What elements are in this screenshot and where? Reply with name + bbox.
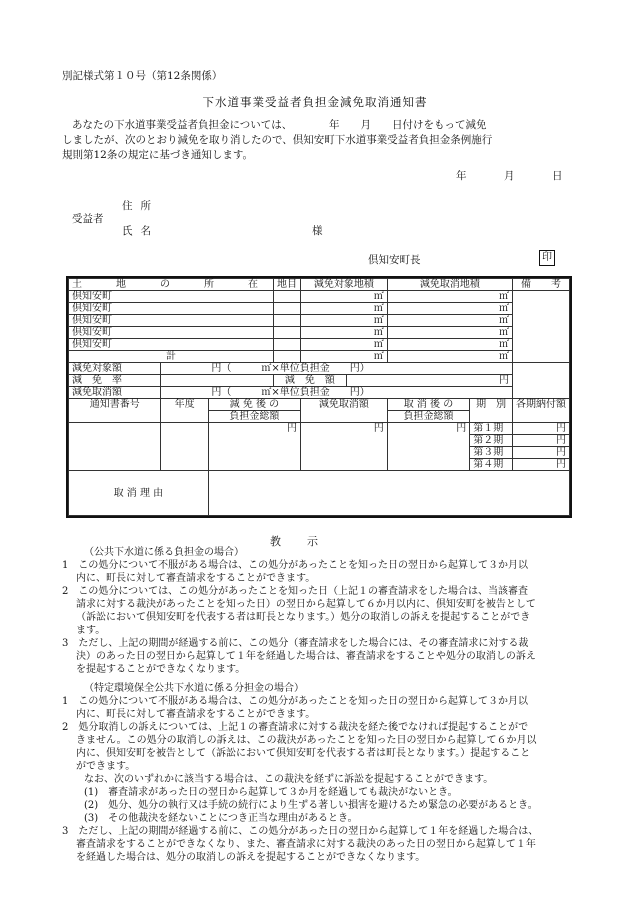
reduction-rate-label: 減 免 率 [69,375,161,387]
table-row [69,423,570,435]
notice-heading: （公共下水道に係る負担金の場合） [84,547,244,558]
intro-line: 規則第12条の規定に基づき通知します。 [62,149,254,161]
total-label: 計 [69,351,274,363]
yen-unit: 円 [208,423,300,471]
reduction-amount-label: 減 免 額 [274,375,347,387]
remarks-cell [512,291,569,363]
cancel-amount-row [69,387,570,399]
header-cancel-amount: 減免取消額 [301,399,388,423]
header-notice-number: 通知書番号 [69,399,161,423]
reduction-amount-unit: 円 [346,375,512,387]
period-unit: 円 [512,423,569,435]
area-unit: ㎡ [387,351,512,363]
table-row [69,327,570,339]
header-after-cancel: 取 消 後 の [387,399,469,411]
table-row [69,303,570,315]
location-cell: 倶知安町 [69,339,274,351]
table-row [69,339,570,351]
notice-line: 内に、町長に対して審査請求をすることができます。 [76,709,316,720]
header-cancel-area: 減免取消地積 [387,279,512,291]
location-cell: 倶知安町 [69,291,274,303]
header-fiscal-year: 年度 [161,399,208,423]
area-unit: ㎡ [301,303,388,315]
area-unit: ㎡ [387,327,512,339]
notice-line: なお、次のいずれかに該当する場合は、この裁決を経ずに訴訟を提起することができます。 [84,774,494,785]
notice-line: を提起することができなくなります。 [76,664,246,675]
target-amount-label: 減免対象額 [69,363,161,375]
address-label: 住所 [122,200,159,212]
rate-row [69,375,570,387]
area-unit: ㎡ [387,339,512,351]
period-label: 第１期 [470,423,513,435]
cancel-amount-text: 円（ ㎡×単位負担金 円） [161,387,513,399]
notice-line: （訴訟において倶知安町を代表する者は町長となります。）処分の取消しの訴えを提起することができ [76,612,531,623]
location-cell: 倶知安町 [69,303,274,315]
notice-special [62,682,582,864]
area-unit: ㎡ [301,327,388,339]
table-row [69,315,570,327]
notice-public [62,546,582,676]
location-cell: 倶知安町 [69,315,274,327]
period-label: 第２期 [470,435,513,447]
payment-header-row [69,399,570,411]
recipient-label: 受益者 [72,213,104,225]
date-day: 日 [552,170,563,182]
notice-line: 内に、倶知安町を被告として（訴訟において倶知安町を代表する者は町長となります。）提起すること [76,748,531,759]
cancel-amount-label: 減免取消額 [69,387,161,399]
header-period: 期 別 [470,399,513,423]
notice-line: 1 この処分について不服がある場合は、この処分があったことを知った日の翌日から起算して３か月以 [62,560,529,571]
notice-line: きません。この処分の取消しの訴えは、この裁決があったことを知った日の翌日から起算して６か月以 [76,735,537,746]
location-cell: 倶知安町 [69,327,274,339]
cancel-reason-label: 取 消 理 由 [69,471,209,516]
notice-line: 審査請求をすることができなくなり、また、審査請求に対する裁決のあった日の翌日から起算して１年 [76,839,536,850]
area-unit: ㎡ [301,351,388,363]
date-year: 年 [456,170,467,182]
period-unit: 円 [512,459,569,471]
seal-stamp: 印 [539,250,555,266]
land-and-amount-table [66,276,572,518]
area-unit: ㎡ [387,315,512,327]
yen-unit: 円 [301,423,388,471]
cancel-reason-value [208,471,569,516]
yen-unit: 円 [387,423,469,471]
header-after-total: 減 免 後 の [208,399,300,411]
period-label: 第３期 [470,447,513,459]
notice-line: 2 この処分については、この処分があったことを知った日（上記１の審査請求をした場合は、当該審査 [62,586,529,597]
form-number: 別記様式第１０号（第12条関係） [62,70,223,82]
header-land-category: 地目 [274,279,301,291]
notice-subitem: (1) 審査請求があった日の翌日から起算して３か月を経過しても裁決がないとき。 [84,787,458,798]
period-unit: 円 [512,435,569,447]
honorific: 様 [312,225,323,237]
intro-line: しましたが、次のとおり減免を取り消したので、倶知安町下水道事業受益者負担金条例施行 [62,134,493,146]
notice-line: ができます。 [76,761,136,772]
reason-row [69,471,570,516]
period-label: 第４期 [470,459,513,471]
notice-line: 請求に対する裁決があったことを知った日）の翌日から起算して６か月以内に、倶知安町を被告として [76,599,536,610]
issuer-title: 倶知安町長 [368,254,421,266]
notice-line: 3 ただし、上記の期間が経過する前に、この処分（審査請求をした場合には、その審査請求に対する裁 [62,638,529,649]
notice-line: 決）のあった日の翌日から起算して１年を経過した場合は、審査請求をすることや処分の取消しの訴え [76,651,536,662]
area-unit: ㎡ [387,303,512,315]
area-unit: ㎡ [301,339,388,351]
total-row [69,351,570,363]
notice-line: 1 この処分について不服がある場合は、この処分があったことを知った日の翌日から起算して３か月以 [62,696,529,707]
area-unit: ㎡ [301,291,388,303]
date-month: 月 [504,170,515,182]
period-unit: 円 [512,447,569,459]
header-target-area: 減免対象地積 [301,279,388,291]
name-label: 氏名 [122,225,159,237]
document-title: 下水道事業受益者負担金減免取消通知書 [202,95,428,109]
notice-line: 2 処分取消しの訴えについては、上記１の審査請求に対する裁決を経た後でなければ提起することがで [62,722,529,733]
notice-title: 教示 [270,535,344,548]
area-unit: ㎡ [387,291,512,303]
notice-subitem: (2) 処分、処分の執行又は手続の続行により生ずる著しい損害を避けるため緊急の必要があるとき。 [84,800,538,811]
notice-line: 内に、町長に対して審査請求をすることができます。 [76,573,316,584]
notice-line: を経過した場合は、処分の取消しの訴えを提起することができなくなります。 [76,852,426,863]
area-unit: ㎡ [301,315,388,327]
notice-line: 3 ただし、上記の期間が経過する前に、この処分があった日の翌日から起算して１年を経過した場合は、 [62,826,539,837]
notice-line: ます。 [76,625,106,636]
notice-heading: （特定環境保全公共下水道に係る分担金の場合） [84,683,304,694]
notice-subitem: (3) その他裁決を経ないことにつき正当な理由があるとき。 [84,813,358,824]
intro-line: あなたの下水道事業受益者負担金については、 年 月 日付けをもって減免 [72,119,487,131]
table-row [69,291,570,303]
intro-paragraph [62,118,564,163]
target-amount-text: 円（ ㎡×単位負担金 円） [161,363,513,375]
target-amount-row [69,363,570,375]
header-remarks: 備 考 [512,279,569,291]
header-after-total-2: 負担金総額 [208,411,300,423]
issue-date [456,168,563,183]
header-location: 土 地 の 所 在 [69,279,274,291]
header-installments: 各期納付額 [512,399,569,423]
header-after-cancel-2: 負担金総額 [387,411,469,423]
